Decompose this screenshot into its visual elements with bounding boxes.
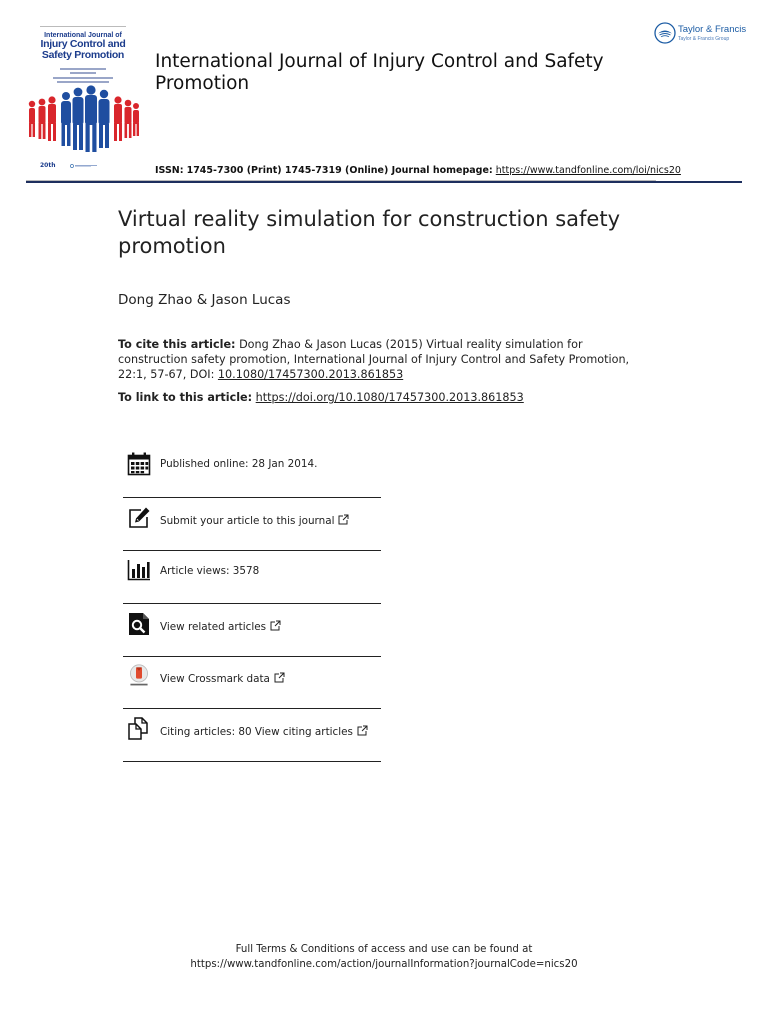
article-doi-url-link[interactable]: https://doi.org/10.1080/17457300.2013.861853 [255, 391, 524, 404]
journal-homepage-link[interactable]: https://www.tandfonline.com/loi/nics20 [495, 165, 681, 176]
external-link-icon [338, 514, 349, 525]
taylor-francis-emblem-icon [654, 22, 676, 44]
cover-title-line3: Safety Promotion [41, 48, 125, 61]
article-title: Virtual reality simulation for construction safety promotion [118, 207, 621, 258]
cover-editor-lines [46, 68, 120, 85]
metric-label [160, 672, 285, 685]
article-link-line [118, 391, 524, 404]
citing-articles-label: Citing articles: 80 View citing articles [160, 726, 353, 738]
external-link-icon [270, 620, 281, 631]
journal-title: International Journal of Injury Control and Safety Promotion [155, 51, 604, 94]
metric-crossmark[interactable] [123, 664, 381, 694]
metric-divider [123, 603, 381, 604]
related-articles-label: View related articles [160, 621, 267, 633]
metric-label: Published online: 28 Jan 2014. [160, 458, 318, 470]
crossmark-label: View Crossmark data [160, 673, 270, 685]
terms-url[interactable]: https://www.tandfonline.com/action/journalInformation?journalCode=nics20 [190, 959, 578, 970]
search-document-icon [127, 612, 151, 636]
issn-line [155, 165, 681, 176]
external-link-icon [274, 672, 285, 683]
external-link-icon [357, 725, 368, 736]
cover-title [26, 32, 140, 60]
cover-people-illustration [26, 84, 140, 156]
metric-divider [123, 761, 381, 762]
submit-article-label: Submit your article to this journal [160, 515, 335, 527]
metric-divider [123, 497, 381, 498]
metric-divider [123, 708, 381, 709]
taylor-francis-logo[interactable] [654, 22, 746, 48]
metric-label [160, 725, 368, 738]
issn-text: 1745-7300 (Print) 1745-7319 (Online) Journal homepage: [186, 165, 493, 176]
cite-text: Dong Zhao & Jason Lucas (2015) Virtual reality simulation for construction safety promotion, International Journal of Injury Control and Safety Promotion, 22:1, 57-67, DOI: [118, 338, 630, 381]
journal-cover-thumbnail[interactable] [26, 26, 140, 176]
edit-icon [127, 506, 151, 530]
metric-label [160, 514, 349, 527]
metric-label [160, 620, 281, 633]
doi-link[interactable]: 10.1080/17457300.2013.861853 [217, 368, 404, 381]
cover-title-line1: International Journal of [44, 32, 122, 39]
article-authors: Dong Zhao & Jason Lucas [118, 292, 291, 308]
metric-label: Article views: 3578 [160, 565, 260, 577]
crossmark-icon [127, 664, 151, 688]
issn-label: ISSN: [155, 165, 184, 176]
terms-line1: Full Terms & Conditions of access and use can be found at [235, 944, 533, 955]
cover-top-rule [40, 26, 126, 31]
calendar-icon [127, 452, 151, 476]
publisher-name: Taylor & Francis [678, 24, 747, 35]
metric-divider [123, 550, 381, 551]
cite-label: To cite this article: [118, 338, 236, 351]
metric-submit-article[interactable] [123, 506, 381, 536]
metric-divider [123, 656, 381, 657]
terms-footer [0, 942, 768, 972]
cover-anniversary: 20th [40, 162, 56, 169]
bar-chart-icon [127, 558, 151, 582]
link-label: To link to this article: [118, 391, 253, 404]
cover-publisher-logo [70, 164, 100, 168]
metric-published-online [123, 452, 381, 482]
metric-article-views [123, 558, 381, 588]
cover-title-line2: Injury Control and [40, 38, 126, 50]
publisher-group: Taylor & Francis Group [678, 36, 730, 42]
metric-citing-articles[interactable] [123, 716, 381, 746]
citing-articles-icon [127, 716, 151, 740]
citation-block [118, 337, 653, 382]
header-divider-navy [26, 181, 742, 183]
metric-related-articles[interactable] [123, 612, 381, 642]
cover-footer [40, 162, 130, 172]
